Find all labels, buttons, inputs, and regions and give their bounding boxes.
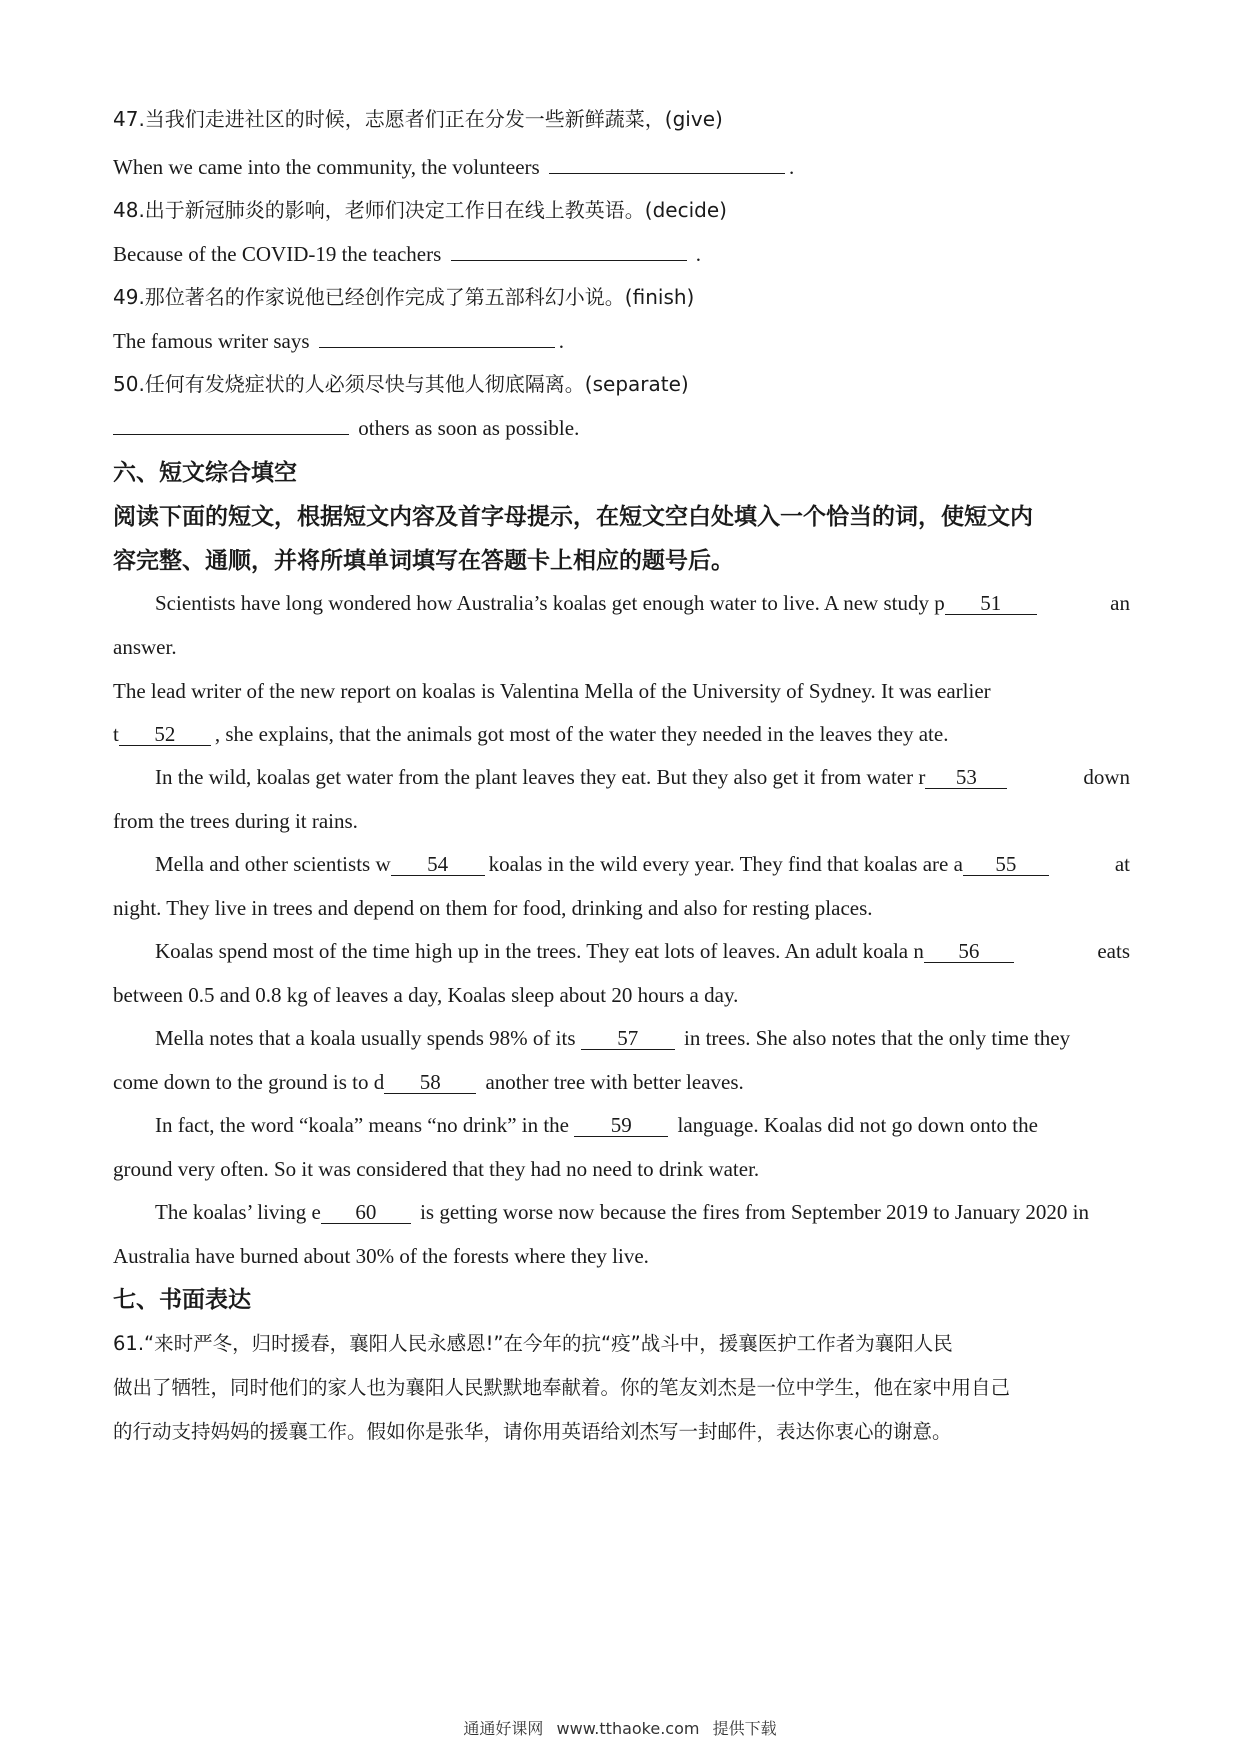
q48-post: . (695, 242, 702, 266)
passage-line-6: from the trees during it rains. (113, 809, 358, 833)
q61-line-1: 61.“来时严冬，归时援春，襄阳人民永感恩!”在今年的抗“疫”战斗中，援襄医护工作者为襄阳人民 (113, 1332, 953, 1355)
page-footer (0, 1716, 1240, 1739)
passage-line-8: night. They live in trees and depend on them for food, drinking and also for resting places. (113, 896, 873, 920)
blank-57[interactable]: 57 (581, 1027, 675, 1050)
passage-line-12 (113, 1067, 1130, 1097)
q48-pre: Because of the COVID-19 the teachers (113, 242, 442, 266)
passage-text: In fact, the word “koala” means “no drink” in the (155, 1113, 570, 1137)
passage-text: In the wild, koalas get water from the plant leaves they eat. But they also get it from water r (155, 765, 926, 789)
blank-59[interactable]: 59 (574, 1114, 668, 1137)
passage-line-2: answer. (113, 635, 177, 659)
passage-line-16: Australia have burned about 30% of the forests where they live. (113, 1244, 649, 1268)
q61-line-3: 的行动支持妈妈的援襄工作。假如你是张华，请你用英语给刘杰写一封邮件，表达你衷心的谢意。 (113, 1420, 952, 1443)
passage-line-11 (155, 1023, 1130, 1053)
passage-text: eats (1097, 939, 1130, 963)
passage-text: come down to the ground is to d (113, 1070, 385, 1094)
passage-text: The koalas’ living e (155, 1200, 321, 1224)
passage-line-3: The lead writer of the new report on koalas is Valentina Mella of the University of Sydney. It was earlier (113, 679, 991, 703)
passage-line-9 (155, 936, 1130, 966)
q48-prompt: 48.出于新冠肺炎的影响，老师们决定工作日在线上教英语。(decide) (113, 198, 727, 222)
blank-58[interactable]: 58 (384, 1071, 476, 1094)
blank-51[interactable]: 51 (945, 592, 1037, 615)
q47-pre: When we came into the community, the volunteers (113, 155, 540, 179)
q47-post: . (788, 155, 795, 179)
q50-prompt: 50.任何有发烧症状的人必须尽快与其他人彻底隔离。(separate) (113, 372, 689, 396)
q47-answer-line (113, 152, 1130, 182)
section6-title: 六、短文综合填空 (113, 460, 297, 486)
section6-instruction-2: 容完整、通顺，并将所填单词填写在答题卡上相应的题号后。 (113, 548, 734, 574)
q49-blank[interactable] (319, 327, 555, 348)
passage-line-7 (155, 849, 1130, 879)
q49-pre: The famous writer says (113, 329, 310, 353)
passage-text: , she explains, that the animals got most of the water they needed in the leaves they ate. (214, 722, 949, 746)
q49-answer-line (113, 326, 1130, 356)
passage-text: in trees. She also notes that the only time they (684, 1026, 1071, 1050)
passage-line-10: between 0.5 and 0.8 kg of leaves a day, Koalas sleep about 20 hours a day. (113, 983, 739, 1007)
passage-line-4 (113, 719, 1130, 749)
blank-53[interactable]: 53 (925, 766, 1007, 789)
blank-60[interactable]: 60 (321, 1201, 411, 1224)
blank-52[interactable]: 52 (119, 723, 211, 746)
q49-prompt: 49.那位著名的作家说他已经创作完成了第五部科幻小说。(finish) (113, 285, 695, 309)
passage-line-15 (155, 1197, 1130, 1227)
passage-text: is getting worse now because the fires from September 2019 to January 2020 in (420, 1200, 1089, 1224)
blank-56[interactable]: 56 (924, 940, 1014, 963)
footer-url[interactable]: www.tthaoke.com (556, 1719, 700, 1738)
passage-text: t (113, 722, 119, 746)
q61-line-2: 做出了牺牲，同时他们的家人也为襄阳人民默默地奉献着。你的笔友刘杰是一位中学生，他在家中用自己 (113, 1376, 1011, 1399)
passage-line-13 (155, 1110, 1130, 1140)
passage-text: Mella and other scientists w (155, 852, 391, 876)
q50-answer-line (113, 413, 1130, 443)
q50-post: others as soon as possible. (358, 416, 580, 440)
q48-blank[interactable] (451, 240, 687, 261)
blank-54[interactable]: 54 (391, 853, 485, 876)
blank-55[interactable]: 55 (963, 853, 1049, 876)
passage-text: another tree with better leaves. (485, 1070, 744, 1094)
footer-note: 提供下载 (712, 1719, 777, 1738)
section6-instruction-1: 阅读下面的短文，根据短文内容及首字母提示，在短文空白处填入一个恰当的词，使短文内 (113, 504, 1033, 530)
passage-text: language. Koalas did not go down onto the (677, 1113, 1038, 1137)
section7-title: 七、书面表达 (113, 1287, 251, 1313)
q47-blank[interactable] (549, 153, 785, 174)
passage-text: down (1083, 765, 1130, 789)
passage-text: Koalas spend most of the time high up in the trees. They eat lots of leaves. An adult koala n (155, 939, 924, 963)
passage-text: at (1114, 852, 1130, 876)
footer-site: 通通好课网 (463, 1719, 544, 1738)
passage-line-5 (155, 762, 1130, 792)
passage-line-14: ground very often. So it was considered that they had no need to drink water. (113, 1157, 760, 1181)
q50-blank[interactable] (113, 414, 349, 435)
q47-prompt: 47.当我们走进社区的时候，志愿者们正在分发一些新鲜蔬菜，(give) (113, 107, 723, 131)
q49-post: . (558, 329, 565, 353)
q48-answer-line (113, 239, 1130, 269)
passage-text: an (1110, 591, 1130, 615)
passage-text: Scientists have long wondered how Australia’s koalas get enough water to live. A new study p (155, 591, 945, 615)
passage-text: koalas in the wild every year. They find that koalas are a (488, 852, 963, 876)
passage-line-1 (155, 588, 1130, 618)
passage-text: Mella notes that a koala usually spends 98% of its (155, 1026, 576, 1050)
